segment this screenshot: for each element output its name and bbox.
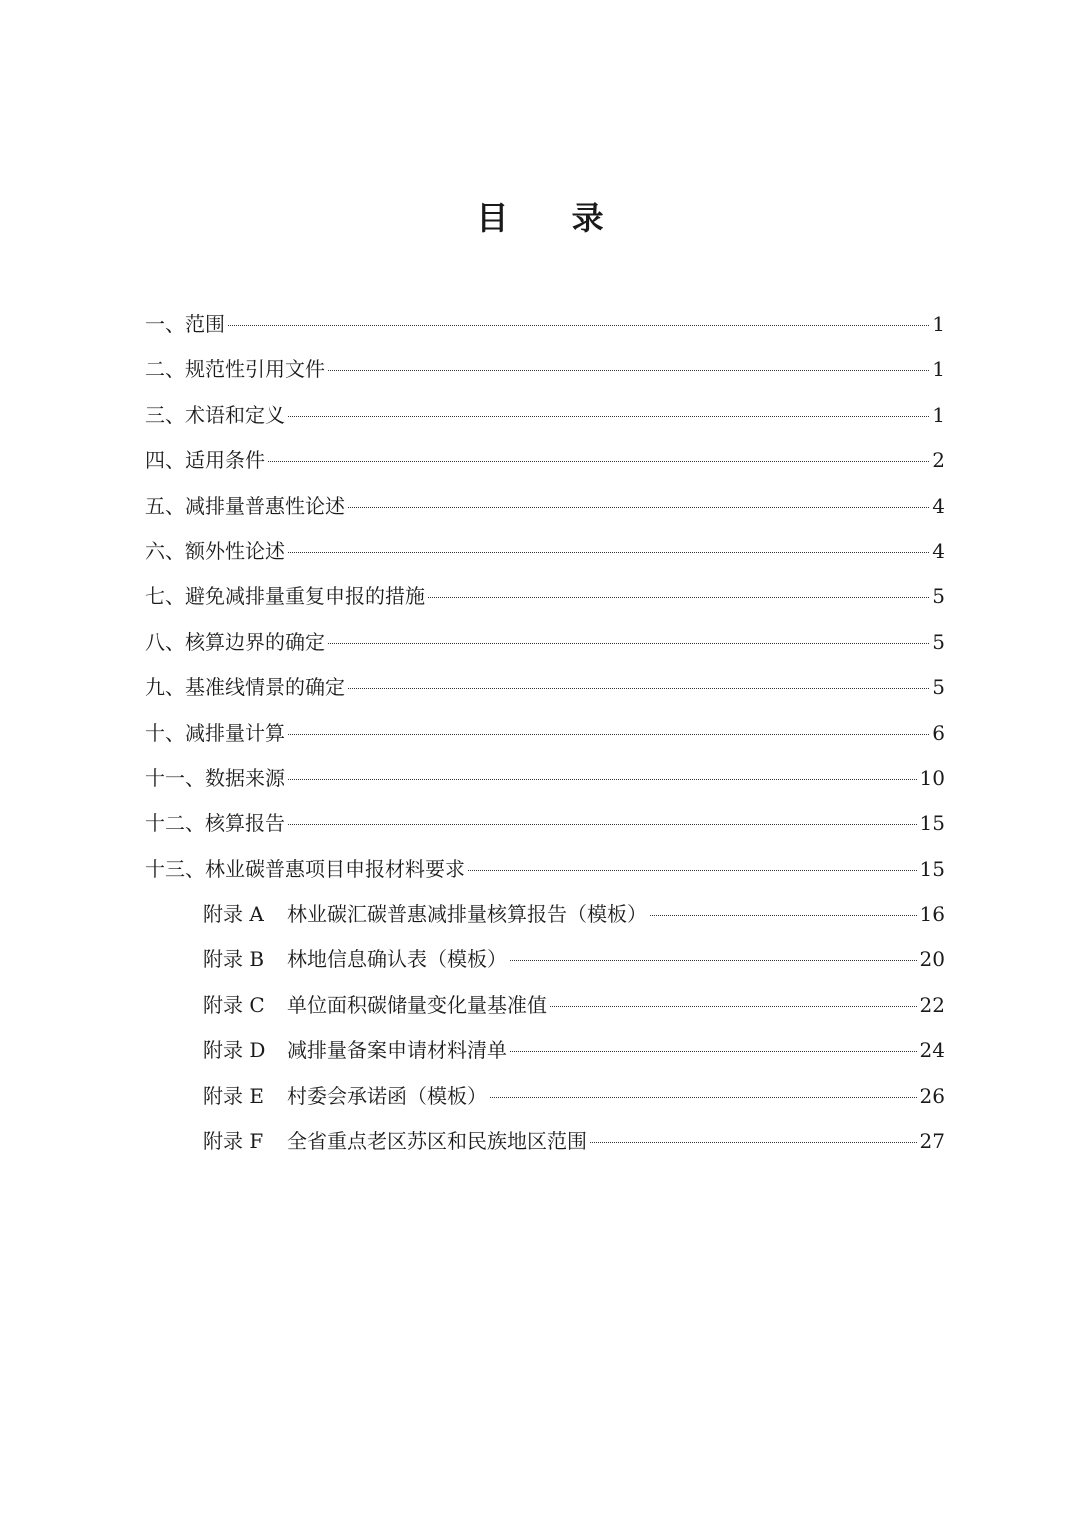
toc-entry-inclusiveness[interactable] xyxy=(145,488,945,533)
dot-leader xyxy=(288,824,917,825)
dot-leader xyxy=(490,1097,917,1098)
toc-entry-label: 村委会承诺函（模板） xyxy=(287,1083,487,1108)
dot-leader xyxy=(650,915,917,916)
toc-page-number: 1 xyxy=(932,402,945,427)
toc-page-number: 2 xyxy=(932,448,945,473)
dot-leader xyxy=(228,325,929,326)
toc-entry-label: 单位面积碳储量变化量基准值 xyxy=(287,992,547,1017)
toc-page-number: 27 xyxy=(919,1129,945,1154)
appendix-prefix: 附录 A xyxy=(203,902,264,927)
toc-entry-normative-references[interactable] xyxy=(145,351,945,396)
dot-leader xyxy=(468,870,917,871)
toc-entry-label: 十三、林业碳普惠项目申报材料要求 xyxy=(145,856,465,881)
dot-leader xyxy=(288,552,929,553)
toc-page-number: 1 xyxy=(932,312,945,336)
toc-entry-label: 林业碳汇碳普惠减排量核算报告（模板） xyxy=(287,902,647,927)
table-of-contents xyxy=(145,306,945,1168)
dot-leader xyxy=(328,370,929,371)
toc-entry-applicability[interactable] xyxy=(145,442,945,487)
toc-page-number: 16 xyxy=(919,902,945,927)
toc-appendix-f[interactable] xyxy=(145,1123,945,1168)
toc-page-number: 5 xyxy=(932,675,945,700)
toc-page-number: 5 xyxy=(932,629,945,654)
toc-appendix-b[interactable] xyxy=(145,941,945,986)
toc-page-number: 15 xyxy=(919,856,945,881)
toc-entry-label: 四、适用条件 xyxy=(145,448,265,473)
toc-entry-label: 全省重点老区苏区和民族地区范围 xyxy=(287,1129,587,1154)
appendix-prefix: 附录 F xyxy=(203,1129,264,1154)
toc-entry-label: 八、核算边界的确定 xyxy=(145,629,325,654)
toc-entry-label: 十二、核算报告 xyxy=(145,811,285,836)
toc-page-number: 4 xyxy=(932,538,945,563)
toc-entry-double-counting[interactable] xyxy=(145,578,945,623)
appendix-prefix: 附录 E xyxy=(203,1083,264,1108)
dot-leader xyxy=(590,1142,917,1143)
toc-page-number: 22 xyxy=(919,992,945,1017)
toc-entry-label: 七、避免减排量重复申报的措施 xyxy=(145,584,425,609)
dot-leader xyxy=(288,779,917,780)
toc-page-number: 4 xyxy=(932,493,945,518)
toc-entry-accounting-boundary[interactable] xyxy=(145,624,945,669)
dot-leader xyxy=(510,960,917,961)
dot-leader xyxy=(550,1006,917,1007)
toc-page-number: 24 xyxy=(919,1038,945,1063)
toc-appendix-d[interactable] xyxy=(145,1032,945,1077)
toc-page-number: 15 xyxy=(919,811,945,836)
toc-entry-label: 一、范围 xyxy=(145,312,225,336)
toc-entry-accounting-report[interactable] xyxy=(145,805,945,850)
toc-entry-reduction-calculation[interactable] xyxy=(145,715,945,760)
page-title: 目 录 xyxy=(476,199,630,237)
toc-entry-label: 减排量备案申请材料清单 xyxy=(287,1038,507,1063)
toc-entry-application-materials[interactable] xyxy=(145,851,945,896)
toc-page-number: 10 xyxy=(919,765,945,790)
appendix-prefix: 附录 B xyxy=(203,947,265,972)
toc-entry-label: 三、术语和定义 xyxy=(145,402,285,427)
toc-entry-label: 五、减排量普惠性论述 xyxy=(145,493,345,518)
appendix-prefix: 附录 D xyxy=(203,1038,266,1063)
appendix-prefix: 附录 C xyxy=(203,992,265,1017)
toc-entry-additionality[interactable] xyxy=(145,533,945,578)
dot-leader xyxy=(268,461,929,462)
toc-page-number: 26 xyxy=(919,1083,945,1108)
toc-entry-label: 六、额外性论述 xyxy=(145,538,285,563)
toc-page-number: 20 xyxy=(919,947,945,972)
toc-page-number: 5 xyxy=(932,584,945,609)
toc-entry-label: 九、基准线情景的确定 xyxy=(145,675,345,700)
toc-page-number: 6 xyxy=(932,720,945,745)
dot-leader xyxy=(328,643,929,644)
toc-entry-data-sources[interactable] xyxy=(145,760,945,805)
toc-appendix-a[interactable] xyxy=(145,896,945,941)
dot-leader xyxy=(348,688,929,689)
toc-page-number: 1 xyxy=(932,357,945,382)
dot-leader xyxy=(288,416,929,417)
dot-leader xyxy=(510,1051,917,1052)
toc-entry-label: 二、规范性引用文件 xyxy=(145,357,325,382)
toc-entry-terms-definitions[interactable] xyxy=(145,397,945,442)
dot-leader xyxy=(288,734,929,735)
toc-entry-label: 十、减排量计算 xyxy=(145,720,285,745)
toc-appendix-e[interactable] xyxy=(145,1078,945,1123)
dot-leader xyxy=(348,507,929,508)
toc-entry-label: 十一、数据来源 xyxy=(145,765,285,790)
toc-entry-baseline-scenario[interactable] xyxy=(145,669,945,714)
toc-entry-scope[interactable] xyxy=(145,306,945,351)
dot-leader xyxy=(428,597,929,598)
toc-entry-label: 林地信息确认表（模板） xyxy=(287,947,507,972)
toc-appendix-c[interactable] xyxy=(145,987,945,1032)
